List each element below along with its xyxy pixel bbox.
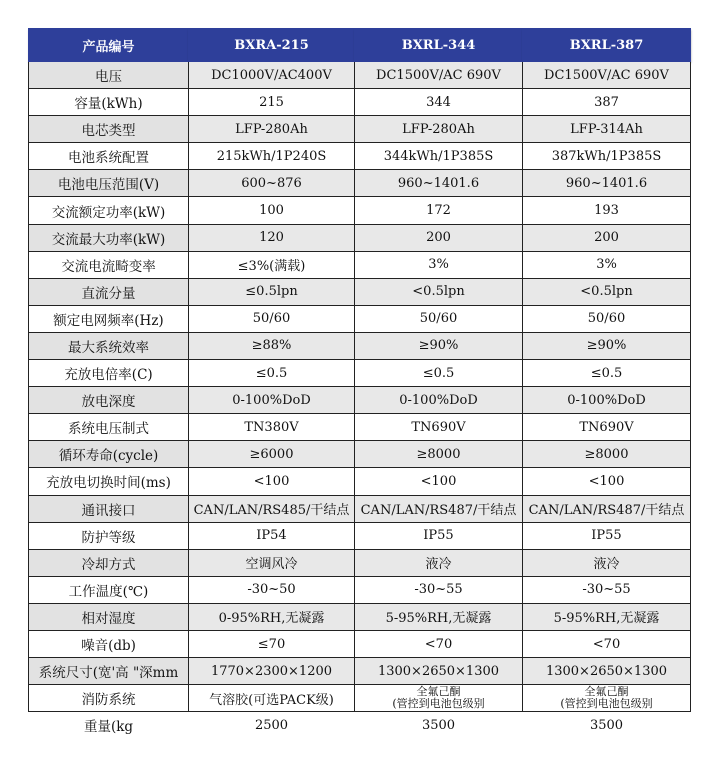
row-label: 重量(kg xyxy=(29,712,189,739)
cell-model-1: 50/60 xyxy=(189,305,355,332)
cell-model-2: 1300×2650×1300 xyxy=(355,658,523,685)
cell-model-1: 100 xyxy=(189,197,355,224)
cell-model-1: ≤3%(满载) xyxy=(189,251,355,278)
cell-model-2: ≥90% xyxy=(355,332,523,359)
table-row xyxy=(29,251,691,278)
cell-model-3: 3500 xyxy=(523,712,691,739)
cell-model-2: 3500 xyxy=(355,712,523,739)
cell-model-3: 0-100%DoD xyxy=(523,387,691,414)
header-product-code: 产品编号 xyxy=(29,29,189,62)
row-label: 交流最大功率(kW) xyxy=(29,224,189,251)
cell-model-1: IP54 xyxy=(189,522,355,549)
table-row xyxy=(29,468,691,495)
cell-model-1: 气溶胶(可选PACK级) xyxy=(189,685,355,712)
cell-model-1: 600~876 xyxy=(189,170,355,197)
cell-model-2: ≤0.5 xyxy=(355,360,523,387)
row-label: 消防系统 xyxy=(29,685,189,712)
table-header-row xyxy=(29,29,691,62)
row-label: 工作温度(℃) xyxy=(29,576,189,603)
table-row xyxy=(29,576,691,603)
row-label: 电池系统配置 xyxy=(29,143,189,170)
row-label: 电池电压范围(V) xyxy=(29,170,189,197)
table-row xyxy=(29,116,691,143)
table-row xyxy=(29,441,691,468)
row-label: 放电深度 xyxy=(29,387,189,414)
table-row xyxy=(29,414,691,441)
cell-model-3: 3% xyxy=(523,251,691,278)
table-row xyxy=(29,89,691,116)
cell-model-3: IP55 xyxy=(523,522,691,549)
cell-model-1: 1770×2300×1200 xyxy=(189,658,355,685)
row-label: 相对湿度 xyxy=(29,603,189,630)
header-model-1: BXRA-215 xyxy=(189,29,355,62)
table-row xyxy=(29,495,691,522)
cell-model-3: CAN/LAN/RS487/干结点 xyxy=(523,495,691,522)
cell-model-3: ≤0.5 xyxy=(523,360,691,387)
cell-model-1: ≤0.5lpn xyxy=(189,278,355,305)
cell-model-2: 200 xyxy=(355,224,523,251)
cell-model-2: LFP-280Ah xyxy=(355,116,523,143)
row-label: 噪音(db) xyxy=(29,630,189,657)
cell-model-1: 215 xyxy=(189,89,355,116)
cell-model-2: 5-95%RH,无凝露 xyxy=(355,603,523,630)
cell-model-2: ≥8000 xyxy=(355,441,523,468)
cell-model-2: 344 xyxy=(355,89,523,116)
cell-model-1: ≥88% xyxy=(189,332,355,359)
cell-model-1: ≥6000 xyxy=(189,441,355,468)
cell-model-2: DC1500V/AC 690V xyxy=(355,62,523,89)
table-row xyxy=(29,549,691,576)
cell-model-2 xyxy=(355,685,523,712)
cell-model-1: CAN/LAN/RS485/干结点 xyxy=(189,495,355,522)
cell-model-3: 液冷 xyxy=(523,549,691,576)
cell-model-1: 0-100%DoD xyxy=(189,387,355,414)
row-label: 电压 xyxy=(29,62,189,89)
table-row xyxy=(29,197,691,224)
table-row-fire-system xyxy=(29,685,691,712)
row-label: 额定电网频率(Hz) xyxy=(29,305,189,332)
cell-model-3 xyxy=(523,685,691,712)
cell-model-3: <70 xyxy=(523,630,691,657)
cell-model-3: 1300×2650×1300 xyxy=(523,658,691,685)
cell-model-3: 387 xyxy=(523,89,691,116)
cell-model-3: 193 xyxy=(523,197,691,224)
cell-model-3: LFP-314Ah xyxy=(523,116,691,143)
row-label: 电芯类型 xyxy=(29,116,189,143)
table-row xyxy=(29,630,691,657)
cell-model-1: TN380V xyxy=(189,414,355,441)
cell-model-3: 387kWh/1P385S xyxy=(523,143,691,170)
row-label: 循环寿命(cycle) xyxy=(29,441,189,468)
cell-model-1: 215kWh/1P240S xyxy=(189,143,355,170)
table-row xyxy=(29,522,691,549)
cell-model-3: -30~55 xyxy=(523,576,691,603)
cell-model-2: 0-100%DoD xyxy=(355,387,523,414)
cell-model-3: 960~1401.6 xyxy=(523,170,691,197)
cell-model-1: ≤70 xyxy=(189,630,355,657)
table-row-weight xyxy=(29,712,691,739)
cell-model-1: LFP-280Ah xyxy=(189,116,355,143)
cell-model-3: 5-95%RH,无凝露 xyxy=(523,603,691,630)
table-row xyxy=(29,278,691,305)
table-row xyxy=(29,360,691,387)
table-row xyxy=(29,387,691,414)
cell-model-2: IP55 xyxy=(355,522,523,549)
table-row xyxy=(29,603,691,630)
table-row xyxy=(29,62,691,89)
cell-model-1: 0-95%RH,无凝露 xyxy=(189,603,355,630)
table-row xyxy=(29,305,691,332)
cell-model-1: 空调风冷 xyxy=(189,549,355,576)
table-row xyxy=(29,170,691,197)
row-label: 交流额定功率(kW) xyxy=(29,197,189,224)
row-label: 冷却方式 xyxy=(29,549,189,576)
row-label: 系统尺寸(宽'高 "深mm xyxy=(29,658,189,685)
cell-model-2: <100 xyxy=(355,468,523,495)
cell-model-1: 120 xyxy=(189,224,355,251)
cell-line: (管控到电池包级别 xyxy=(560,697,653,711)
cell-model-2: 3% xyxy=(355,251,523,278)
cell-model-2: TN690V xyxy=(355,414,523,441)
cell-model-3: 200 xyxy=(523,224,691,251)
cell-model-3: <0.5lpn xyxy=(523,278,691,305)
cell-line: 全氟己酮 xyxy=(416,685,461,699)
cell-model-1: 2500 xyxy=(189,712,355,739)
table-body xyxy=(29,62,691,739)
cell-model-2: 液冷 xyxy=(355,549,523,576)
table-row xyxy=(29,658,691,685)
cell-model-3: DC1500V/AC 690V xyxy=(523,62,691,89)
cell-line: (管控到电池包级别 xyxy=(392,697,485,711)
cell-model-2: 50/60 xyxy=(355,305,523,332)
cell-model-2: CAN/LAN/RS487/干结点 xyxy=(355,495,523,522)
cell-model-3: 50/60 xyxy=(523,305,691,332)
cell-line: 全氟己酮 xyxy=(584,685,629,699)
spec-table xyxy=(28,28,691,738)
row-label: 充放电倍率(C) xyxy=(29,360,189,387)
cell-model-1: ≤0.5 xyxy=(189,360,355,387)
row-label: 充放电切换时间(ms) xyxy=(29,468,189,495)
cell-model-2: 344kWh/1P385S xyxy=(355,143,523,170)
cell-model-2: -30~55 xyxy=(355,576,523,603)
cell-model-1: <100 xyxy=(189,468,355,495)
row-label: 通讯接口 xyxy=(29,495,189,522)
cell-model-3: <100 xyxy=(523,468,691,495)
row-label: 交流电流畸变率 xyxy=(29,251,189,278)
row-label: 最大系统效率 xyxy=(29,332,189,359)
row-label: 容量(kWh) xyxy=(29,89,189,116)
cell-model-2: <0.5lpn xyxy=(355,278,523,305)
cell-model-2: 172 xyxy=(355,197,523,224)
row-label: 防护等级 xyxy=(29,522,189,549)
cell-model-3: ≥90% xyxy=(523,332,691,359)
table-row xyxy=(29,332,691,359)
cell-model-2: 960~1401.6 xyxy=(355,170,523,197)
cell-model-1: DC1000V/AC400V xyxy=(189,62,355,89)
table-row xyxy=(29,224,691,251)
cell-model-2: <70 xyxy=(355,630,523,657)
cell-model-1: -30~50 xyxy=(189,576,355,603)
header-model-2: BXRL-344 xyxy=(355,29,523,62)
row-label: 直流分量 xyxy=(29,278,189,305)
cell-model-3: TN690V xyxy=(523,414,691,441)
header-model-3: BXRL-387 xyxy=(523,29,691,62)
row-label: 系统电压制式 xyxy=(29,414,189,441)
table-row xyxy=(29,143,691,170)
cell-model-3: ≥8000 xyxy=(523,441,691,468)
